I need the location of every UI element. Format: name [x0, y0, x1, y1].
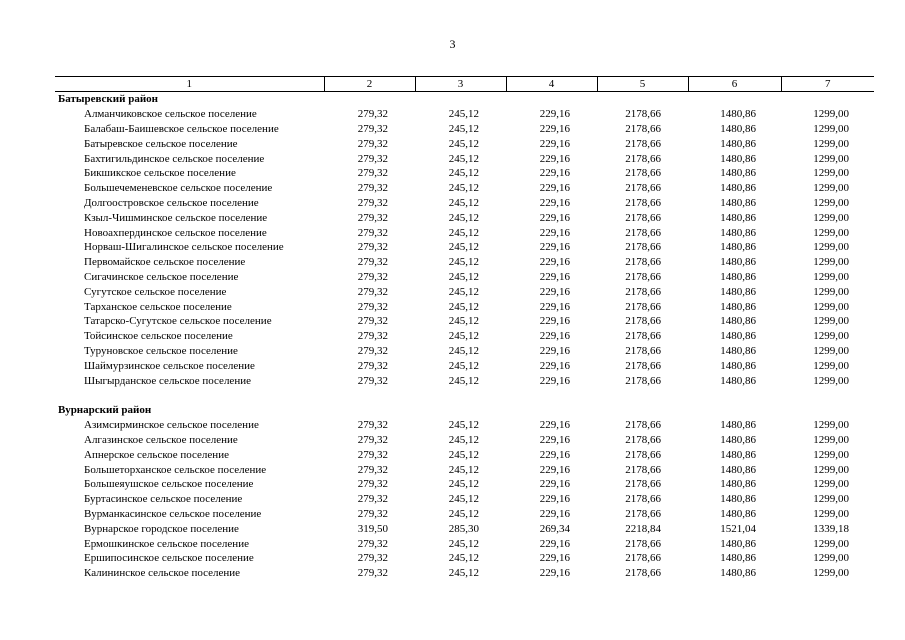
- value-cell: 1299,00: [813, 374, 849, 387]
- value-cell: 229,16: [539, 152, 570, 165]
- header-row: [55, 77, 874, 92]
- value-cell: 1480,86: [720, 330, 756, 343]
- value-cell: 319,50: [357, 522, 388, 535]
- value-cell: 1299,00: [813, 433, 849, 446]
- settlement-name: Вурманкасинское сельское поселение: [84, 507, 262, 520]
- value-cell: 229,16: [539, 256, 570, 269]
- value-cell: 1480,86: [720, 152, 756, 165]
- table-row: [55, 521, 874, 536]
- value-cell: 229,16: [539, 300, 570, 313]
- value-cell: 1480,86: [720, 433, 756, 446]
- value-cell: 2178,66: [625, 344, 661, 357]
- value-cell: 245,12: [448, 285, 479, 298]
- value-cell: 1480,86: [720, 507, 756, 520]
- value-cell: 1480,86: [720, 567, 756, 580]
- value-cell: 279,32: [357, 122, 388, 135]
- value-cell: 245,12: [448, 256, 479, 269]
- value-cell: 1299,00: [813, 567, 849, 580]
- section-spacer: [55, 388, 874, 403]
- table-row: [55, 329, 874, 344]
- value-cell: 279,32: [357, 463, 388, 476]
- value-cell: 229,16: [539, 344, 570, 357]
- value-cell: 245,12: [448, 330, 479, 343]
- value-cell: 2178,66: [625, 567, 661, 580]
- settlement-name: Кзыл-Чишминское сельское поселение: [84, 211, 268, 224]
- value-cell: 1299,00: [813, 359, 849, 372]
- settlement-name: Азимсирминское сельское поселение: [84, 419, 259, 432]
- value-cell: 1299,00: [813, 344, 849, 357]
- value-cell: 1480,86: [720, 108, 756, 121]
- value-cell: 279,32: [357, 167, 388, 180]
- value-cell: 2178,66: [625, 226, 661, 239]
- table-row: [55, 284, 874, 299]
- value-cell: 245,12: [448, 359, 479, 372]
- value-cell: 229,16: [539, 419, 570, 432]
- value-cell: 1299,00: [813, 537, 849, 550]
- value-cell: 2178,66: [625, 552, 661, 565]
- value-cell: 1480,86: [720, 552, 756, 565]
- table-row: [55, 136, 874, 151]
- value-cell: 245,12: [448, 567, 479, 580]
- settlement-name: Долгоостровское сельское поселение: [84, 196, 259, 209]
- table-row: [55, 344, 874, 359]
- value-cell: 1299,00: [813, 152, 849, 165]
- value-cell: 245,12: [448, 463, 479, 476]
- settlement-name: Шыгырданское сельское поселение: [84, 374, 251, 387]
- value-cell: 245,12: [448, 152, 479, 165]
- value-cell: 1299,00: [813, 256, 849, 269]
- value-cell: 229,16: [539, 285, 570, 298]
- value-cell: 245,12: [448, 300, 479, 313]
- value-cell: 2178,66: [625, 315, 661, 328]
- value-cell: 1299,00: [813, 211, 849, 224]
- value-cell: 279,32: [357, 359, 388, 372]
- settlement-name: Батыревское сельское поселение: [84, 137, 238, 150]
- table-body: [55, 92, 874, 581]
- value-cell: 279,32: [357, 182, 388, 195]
- value-cell: 279,32: [357, 315, 388, 328]
- value-cell: 1480,86: [720, 359, 756, 372]
- value-cell: 279,32: [357, 256, 388, 269]
- value-cell: 279,32: [357, 537, 388, 550]
- value-cell: 1480,86: [720, 448, 756, 461]
- value-cell: 2178,66: [625, 493, 661, 506]
- value-cell: 229,16: [539, 182, 570, 195]
- value-cell: 1480,86: [720, 493, 756, 506]
- value-cell: 2178,66: [625, 122, 661, 135]
- value-cell: 285,30: [448, 522, 479, 535]
- value-cell: 2178,66: [625, 211, 661, 224]
- settlement-name: Бикшикское сельское поселение: [84, 167, 236, 180]
- table-row: [55, 373, 874, 388]
- value-cell: 2178,66: [625, 507, 661, 520]
- settlement-name: Алманчиковское сельское поселение: [84, 108, 257, 121]
- value-cell: 1299,00: [813, 167, 849, 180]
- table-row: [55, 299, 874, 314]
- value-cell: 245,12: [448, 108, 479, 121]
- settlement-name: Буртасинское сельское поселение: [84, 493, 243, 506]
- settlement-name: Большеторханское сельское поселение: [84, 463, 267, 476]
- value-cell: 1480,86: [720, 478, 756, 491]
- value-cell: 279,32: [357, 300, 388, 313]
- value-cell: 245,12: [448, 315, 479, 328]
- settlement-name: Балабаш-Баишевское сельское поселение: [84, 122, 279, 135]
- value-cell: 1299,00: [813, 300, 849, 313]
- settlement-name: Шаймурзинское сельское поселение: [84, 359, 255, 372]
- value-cell: 279,32: [357, 478, 388, 491]
- value-cell: 279,32: [357, 552, 388, 565]
- value-cell: 2178,66: [625, 374, 661, 387]
- value-cell: 279,32: [357, 507, 388, 520]
- district-row: [55, 92, 874, 107]
- value-cell: 2178,66: [625, 300, 661, 313]
- value-cell: 1480,86: [720, 196, 756, 209]
- value-cell: 245,12: [448, 241, 479, 254]
- value-cell: 1339,18: [813, 522, 849, 535]
- value-cell: 1299,00: [813, 182, 849, 195]
- value-cell: 229,16: [539, 226, 570, 239]
- value-cell: 2178,66: [625, 433, 661, 446]
- value-cell: 2178,66: [625, 137, 661, 150]
- value-cell: 229,16: [539, 478, 570, 491]
- value-cell: 2178,66: [625, 256, 661, 269]
- value-cell: 279,32: [357, 226, 388, 239]
- value-cell: 1299,00: [813, 463, 849, 476]
- value-cell: 245,12: [448, 419, 479, 432]
- column-header: 3: [415, 77, 506, 92]
- value-cell: 2178,66: [625, 537, 661, 550]
- value-cell: 245,12: [448, 433, 479, 446]
- value-cell: 279,32: [357, 241, 388, 254]
- settlement-name: Алгазинское сельское поселение: [84, 433, 238, 446]
- value-cell: 229,16: [539, 507, 570, 520]
- value-cell: 1299,00: [813, 241, 849, 254]
- value-cell: 229,16: [539, 211, 570, 224]
- value-cell: 2178,66: [625, 196, 661, 209]
- value-cell: 245,12: [448, 478, 479, 491]
- district-title: Батыревский район: [58, 93, 158, 106]
- table-row: [55, 566, 874, 581]
- settlement-name: Новоахпердинское сельское поселение: [84, 226, 267, 239]
- value-cell: 1480,86: [720, 256, 756, 269]
- value-cell: 1299,00: [813, 315, 849, 328]
- value-cell: 279,32: [357, 344, 388, 357]
- value-cell: 2178,66: [625, 152, 661, 165]
- value-cell: 229,16: [539, 108, 570, 121]
- tariff-table: [55, 76, 874, 581]
- value-cell: 229,16: [539, 270, 570, 283]
- value-cell: 2178,66: [625, 419, 661, 432]
- settlement-name: Бахтигильдинское сельское поселение: [84, 152, 265, 165]
- value-cell: 2178,66: [625, 285, 661, 298]
- value-cell: 245,12: [448, 507, 479, 520]
- value-cell: 229,16: [539, 315, 570, 328]
- value-cell: 2178,66: [625, 108, 661, 121]
- value-cell: 279,32: [357, 270, 388, 283]
- value-cell: 229,16: [539, 374, 570, 387]
- value-cell: 1480,86: [720, 167, 756, 180]
- value-cell: 229,16: [539, 196, 570, 209]
- value-cell: 229,16: [539, 552, 570, 565]
- settlement-name: Первомайское сельское поселение: [84, 256, 246, 269]
- table-row: [55, 314, 874, 329]
- settlement-name: Туруновское сельское поселение: [84, 344, 238, 357]
- value-cell: 245,12: [448, 344, 479, 357]
- table-row: [55, 225, 874, 240]
- value-cell: 229,16: [539, 493, 570, 506]
- value-cell: 279,32: [357, 330, 388, 343]
- value-cell: 245,12: [448, 552, 479, 565]
- value-cell: 1299,00: [813, 448, 849, 461]
- settlement-name: Вурнарское городское поселение: [84, 522, 239, 535]
- value-cell: 245,12: [448, 137, 479, 150]
- value-cell: 1480,86: [720, 211, 756, 224]
- value-cell: 1299,00: [813, 226, 849, 239]
- value-cell: 279,32: [357, 448, 388, 461]
- settlement-name: Большеяушское сельское поселение: [84, 478, 254, 491]
- value-cell: 1480,86: [720, 374, 756, 387]
- settlement-name: Тарханское сельское поселение: [84, 300, 232, 313]
- value-cell: 1299,00: [813, 507, 849, 520]
- value-cell: 2178,66: [625, 241, 661, 254]
- value-cell: 245,12: [448, 182, 479, 195]
- column-header: 4: [506, 77, 597, 92]
- district-row: [55, 403, 874, 418]
- value-cell: 2178,66: [625, 270, 661, 283]
- table-row: [55, 433, 874, 448]
- value-cell: 1480,86: [720, 241, 756, 254]
- value-cell: 2178,66: [625, 182, 661, 195]
- value-cell: 279,32: [357, 137, 388, 150]
- table-row: [55, 255, 874, 270]
- settlement-name: Апнерское сельское поселение: [84, 448, 229, 461]
- value-cell: 279,32: [357, 493, 388, 506]
- value-cell: 1299,00: [813, 478, 849, 491]
- value-cell: 245,12: [448, 270, 479, 283]
- value-cell: 1299,00: [813, 493, 849, 506]
- value-cell: 1480,86: [720, 285, 756, 298]
- value-cell: 1299,00: [813, 285, 849, 298]
- value-cell: 229,16: [539, 241, 570, 254]
- table-row: [55, 196, 874, 211]
- settlement-name: Ермошкинское сельское поселение: [84, 537, 249, 550]
- value-cell: 1299,00: [813, 137, 849, 150]
- table-row: [55, 107, 874, 122]
- table-row: [55, 210, 874, 225]
- value-cell: 2218,84: [625, 522, 661, 535]
- value-cell: 229,16: [539, 330, 570, 343]
- settlement-name: Норваш-Шигалинское сельское поселение: [84, 241, 284, 254]
- value-cell: 1480,86: [720, 182, 756, 195]
- value-cell: 229,16: [539, 537, 570, 550]
- settlement-name: Сугутское сельское поселение: [84, 285, 227, 298]
- table-row: [55, 477, 874, 492]
- page-number: 3: [449, 37, 456, 51]
- value-cell: 1480,86: [720, 270, 756, 283]
- value-cell: 229,16: [539, 463, 570, 476]
- value-cell: 1299,00: [813, 552, 849, 565]
- value-cell: 269,34: [539, 522, 570, 535]
- table-row: [55, 447, 874, 462]
- value-cell: 245,12: [448, 493, 479, 506]
- table-row: [55, 166, 874, 181]
- value-cell: 1480,86: [720, 315, 756, 328]
- value-cell: 1299,00: [813, 122, 849, 135]
- table-row: [55, 418, 874, 433]
- value-cell: 245,12: [448, 196, 479, 209]
- value-cell: 229,16: [539, 122, 570, 135]
- value-cell: 245,12: [448, 122, 479, 135]
- table-row: [55, 122, 874, 137]
- table-row: [55, 270, 874, 285]
- value-cell: 1480,86: [720, 137, 756, 150]
- settlement-name: Калининское сельское поселение: [84, 567, 241, 580]
- value-cell: 1480,86: [720, 463, 756, 476]
- value-cell: 229,16: [539, 448, 570, 461]
- settlement-name: Большечеменевское сельское поселение: [84, 182, 273, 195]
- value-cell: 245,12: [448, 211, 479, 224]
- value-cell: 1480,86: [720, 300, 756, 313]
- settlement-name: Татарско-Сугутское сельское поселение: [84, 315, 272, 328]
- value-cell: 2178,66: [625, 448, 661, 461]
- value-cell: 245,12: [448, 537, 479, 550]
- value-cell: 279,32: [357, 152, 388, 165]
- settlement-name: Ершипосинское сельское поселение: [84, 552, 254, 565]
- value-cell: 1299,00: [813, 108, 849, 121]
- value-cell: 1521,04: [720, 522, 756, 535]
- value-cell: 245,12: [448, 374, 479, 387]
- district-title: Вурнарский район: [58, 404, 152, 417]
- value-cell: 1480,86: [720, 226, 756, 239]
- value-cell: 1480,86: [720, 537, 756, 550]
- value-cell: 229,16: [539, 167, 570, 180]
- column-header: 1: [55, 77, 324, 92]
- value-cell: 279,32: [357, 567, 388, 580]
- value-cell: 229,16: [539, 567, 570, 580]
- table-row: [55, 151, 874, 166]
- value-cell: 245,12: [448, 448, 479, 461]
- value-cell: 1299,00: [813, 419, 849, 432]
- table-row: [55, 492, 874, 507]
- value-cell: 2178,66: [625, 463, 661, 476]
- value-cell: 1480,86: [720, 122, 756, 135]
- column-header: 2: [324, 77, 415, 92]
- table-row: [55, 462, 874, 477]
- value-cell: 2178,66: [625, 167, 661, 180]
- value-cell: 279,32: [357, 419, 388, 432]
- table-row: [55, 536, 874, 551]
- column-header: 7: [781, 77, 874, 92]
- value-cell: 279,32: [357, 211, 388, 224]
- value-cell: 229,16: [539, 137, 570, 150]
- value-cell: 245,12: [448, 226, 479, 239]
- value-cell: 1299,00: [813, 270, 849, 283]
- column-header: 5: [597, 77, 688, 92]
- table-row: [55, 358, 874, 373]
- value-cell: 2178,66: [625, 359, 661, 372]
- value-cell: 229,16: [539, 433, 570, 446]
- table-row: [55, 240, 874, 255]
- value-cell: 279,32: [357, 196, 388, 209]
- value-cell: 2178,66: [625, 478, 661, 491]
- column-header: 6: [688, 77, 781, 92]
- value-cell: 279,32: [357, 433, 388, 446]
- table-row: [55, 507, 874, 522]
- value-cell: 1480,86: [720, 419, 756, 432]
- value-cell: 245,12: [448, 167, 479, 180]
- value-cell: 1480,86: [720, 344, 756, 357]
- value-cell: 229,16: [539, 359, 570, 372]
- value-cell: 2178,66: [625, 330, 661, 343]
- value-cell: 279,32: [357, 108, 388, 121]
- table-row: [55, 181, 874, 196]
- value-cell: 1299,00: [813, 196, 849, 209]
- table-row: [55, 551, 874, 566]
- value-cell: 279,32: [357, 285, 388, 298]
- settlement-name: Сигачинское сельское поселение: [84, 270, 239, 283]
- value-cell: 279,32: [357, 374, 388, 387]
- value-cell: 1299,00: [813, 330, 849, 343]
- settlement-name: Тойсинское сельское поселение: [84, 330, 233, 343]
